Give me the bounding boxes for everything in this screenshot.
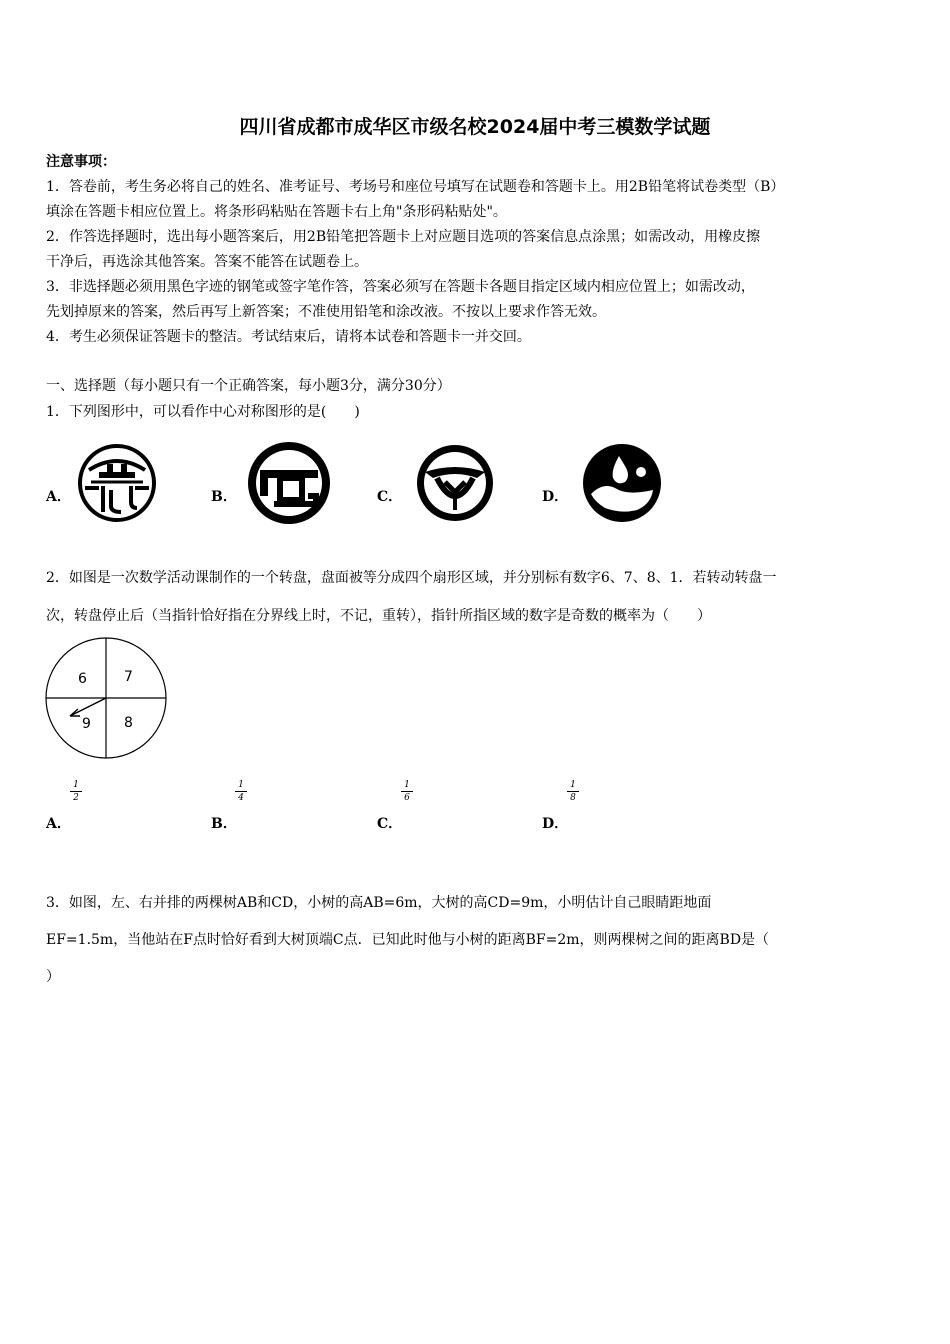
- section-heading: 一、选择题（每小题只有一个正确答案，每小题3分，满分30分）: [46, 378, 451, 394]
- notice-line: 先划掉原来的答案，然后再写上新答案；不准使用铅笔和涂改液。不按以上要求作答无效。: [46, 304, 606, 320]
- fraction-denominator: 8: [570, 793, 576, 803]
- emblem-d-icon: [581, 442, 663, 524]
- fraction-denominator: 4: [238, 793, 244, 803]
- notice-line: 3．非选择题必须用黑色字迹的钢笔或签字笔作答，答案必须写在答题卡各题目指定区域内相应位置上；如需改动，: [46, 279, 755, 295]
- notice-line: 4．考生必须保证答题卡的整洁。考试结束后，请将本试卷和答题卡一并交回。: [46, 329, 531, 345]
- spinner-number: 7: [124, 669, 133, 685]
- notice-line: 1．答卷前，考生务必将自己的姓名、准考证号、考场号和座位号填写在试题卷和答题卡上。用2B铅笔将试卷类型（B）: [46, 179, 785, 195]
- fraction-denominator: 2: [73, 793, 79, 803]
- fraction-numerator: 1: [238, 780, 244, 790]
- q2-option-c-label[interactable]: C．: [377, 816, 403, 832]
- emblem-c-icon: [415, 442, 495, 524]
- q1-option-b-label[interactable]: B．: [211, 489, 237, 505]
- spinner-number: 6: [78, 671, 87, 687]
- fraction-numerator: 1: [404, 780, 410, 790]
- notice-line: 2．作答选择题时，选出每小题答案后，用2B铅笔把答题卡上对应题目选项的答案信息点涂黑；如需改动，用橡皮擦: [46, 229, 761, 245]
- fraction-denominator: 6: [404, 793, 410, 803]
- question-1-stem: 1．下列图形中，可以看作中心对称图形的是( ): [46, 404, 360, 420]
- notice-line: 干净后，再选涂其他答案。答案不能答在试题卷上。: [46, 254, 368, 270]
- spinner-pointer: [70, 698, 106, 716]
- q2-option-b-fraction: [235, 780, 247, 803]
- notice-heading: 注意事项：: [46, 154, 116, 170]
- question-3-line-2: EF=1.5m，当他站在F点时恰好看到大树顶端C点．已知此时他与小树的距离BF=2m，则两棵树之间的距离BD是（: [46, 932, 770, 948]
- question-2-stem-line-2: 次，转盘停止后（当指针恰好指在分界线上时，不记，重转），指针所指区域的数字是奇数的概率为（ ）: [46, 608, 711, 624]
- question-3-line-1: 3．如图，左、右并排的两棵树AB和CD，小树的高AB=6m，大树的高CD=9m，小明估计自己眼睛距地面: [46, 895, 712, 911]
- q1-option-a-label[interactable]: A．: [46, 489, 71, 505]
- page-title: 四川省成都市成华区市级名校2024届中考三模数学试题: [239, 116, 711, 138]
- q1-option-d-label[interactable]: D．: [542, 489, 569, 505]
- emblem-a-icon: [77, 442, 157, 524]
- q2-option-a-label[interactable]: A．: [46, 816, 71, 832]
- question-3-line-3: ）: [46, 969, 60, 985]
- spinner-diagram: [44, 636, 170, 760]
- fraction-numerator: 1: [73, 780, 79, 790]
- q2-option-b-label[interactable]: B．: [211, 816, 237, 832]
- q2-option-c-fraction: [401, 780, 413, 803]
- q1-option-c-label[interactable]: C．: [377, 489, 403, 505]
- spinner-number: 9: [82, 716, 91, 732]
- question-2-stem-line-1: 2．如图是一次数学活动课制作的一个转盘，盘面被等分成四个扇形区域，并分别标有数字6、7、8、1．若转动转盘一: [46, 570, 777, 586]
- spinner-number: 8: [124, 715, 133, 731]
- emblem-b-icon: [246, 440, 332, 526]
- notice-line: 填涂在答题卡相应位置上。将条形码粘贴在答题卡右上角"条形码粘贴处"。: [46, 204, 507, 220]
- q2-option-a-fraction: [70, 780, 82, 803]
- q2-option-d-fraction: [567, 780, 579, 803]
- fraction-numerator: 1: [570, 780, 576, 790]
- q2-option-d-label[interactable]: D．: [542, 816, 569, 832]
